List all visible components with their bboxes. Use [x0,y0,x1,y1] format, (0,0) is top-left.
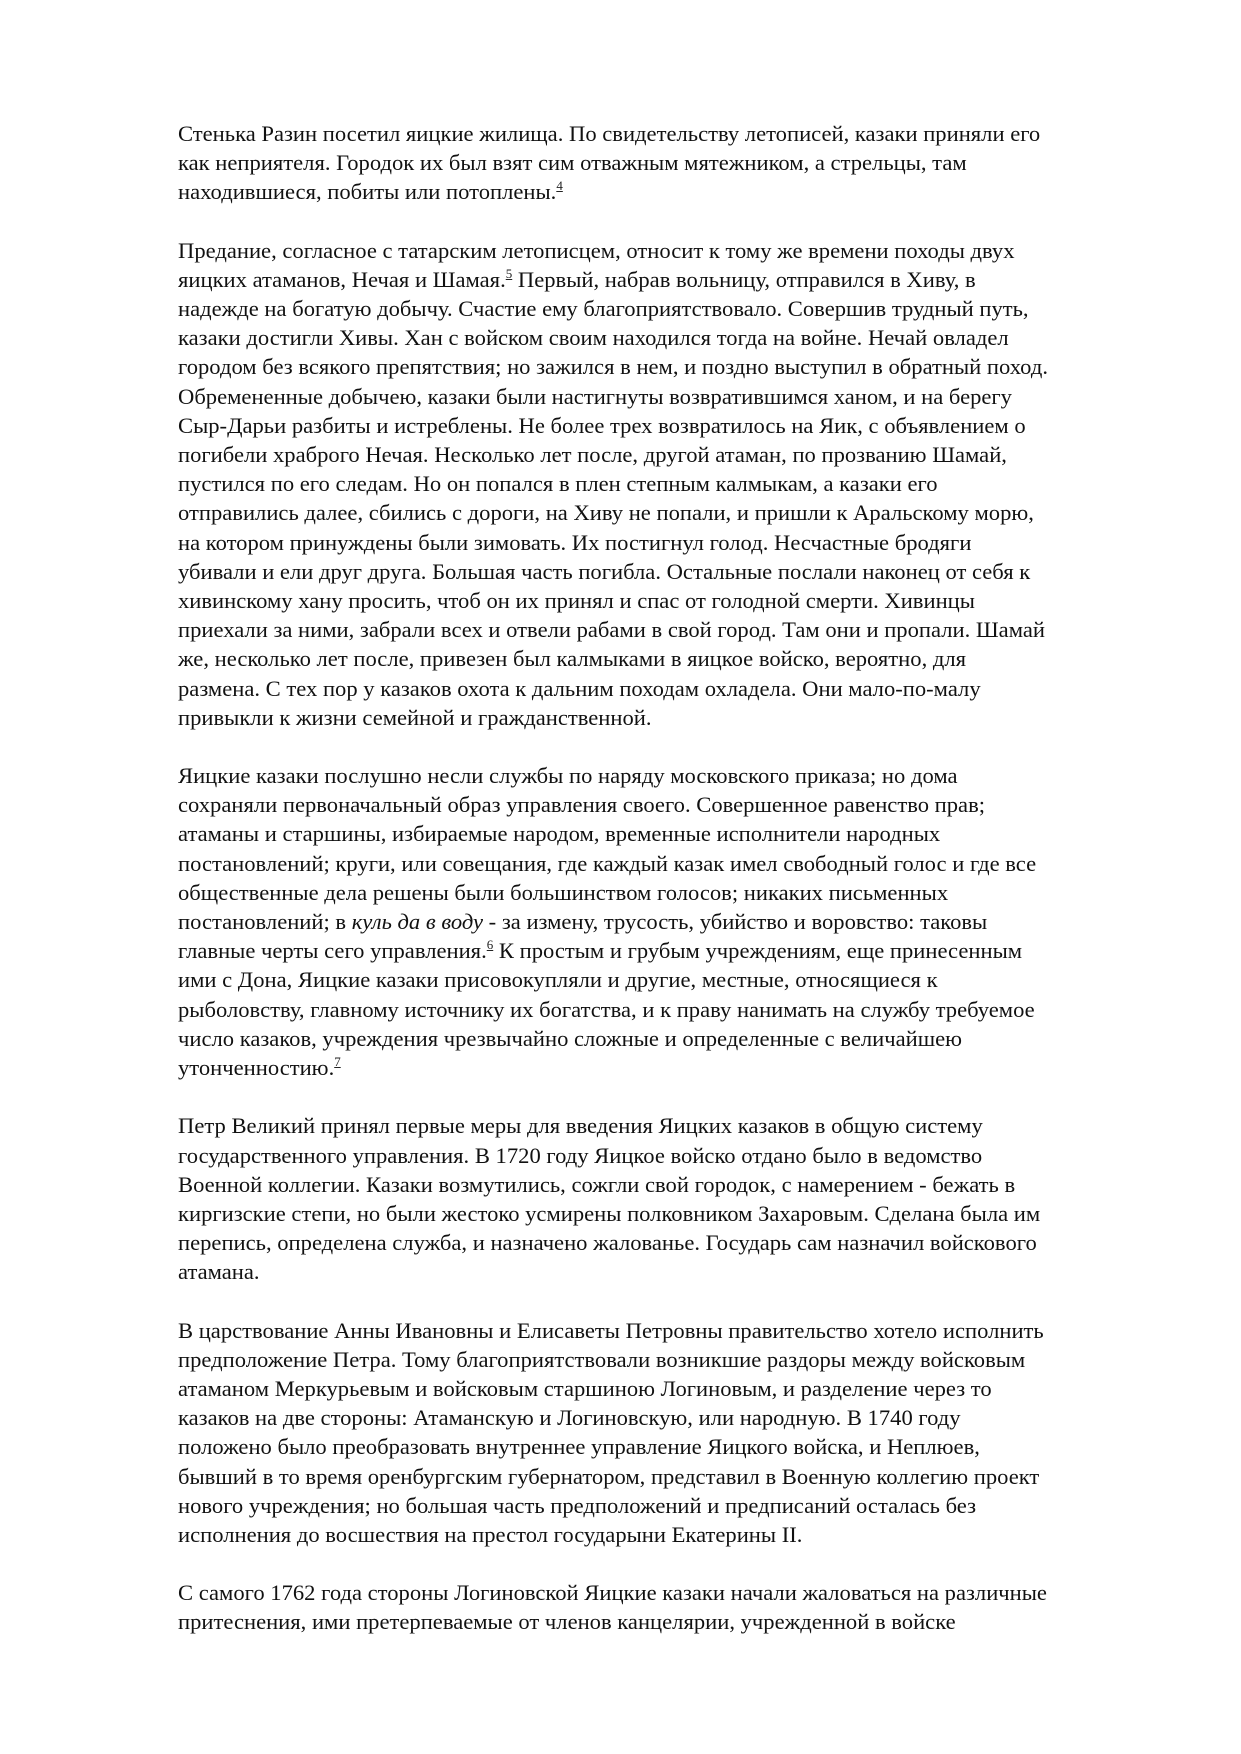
text-line [178,236,1188,265]
text-segment: казаков на две стороны: Атаманскую и Логиновскую, или народную. В 1740 году [178,1405,961,1431]
text-segment: привыкли к жизни семейной и гражданственной. [178,704,652,730]
text-segment: исполнения до восшествия на престол государыни Екатерины II. [178,1521,803,1547]
text-line [178,761,1188,790]
text-line [178,528,1188,557]
text-line [178,936,1188,965]
text-segment: С самого 1762 года стороны Логиновской Яицкие казаки начали жаловаться на различные [178,1580,1047,1606]
footnote-link[interactable]: 4 [556,178,563,194]
text-segment: перепись, определена служба, и назначено жалованье. Государь сам назначил войскового [178,1230,1037,1256]
text-segment: казаки достигли Хивы. Хан с войском своим находился тогда на войне. Нечай овладел [178,325,1009,351]
text-line [178,1053,1188,1082]
text-segment: же, несколько лет после, привезен был калмыками в яицкое войско, вероятно, для [178,646,967,672]
paragraph [178,1578,1188,1636]
text-line [178,557,1188,586]
text-line [178,440,1188,469]
text-segment: постановлений; в [178,909,352,935]
text-segment: Стенька Разин посетил яицкие жилища. По свидетельству летописей, казаки приняли его [178,121,1041,146]
text-segment: положено было преобразовать внутреннее управление Яицкого войска, и Неплюев, [178,1434,980,1460]
text-line [178,1607,1188,1636]
text-segment: - за измену, трусость, убийство и воровство: таковы [483,909,988,935]
text-line [178,469,1188,498]
text-segment: Петр Великий принял первые меры для введения Яицких казаков в общую систему [178,1113,983,1139]
text-line [178,790,1188,819]
text-segment: К простым и грубым учреждениям, еще принесенным [493,938,1023,964]
text-line [178,819,1188,848]
text-line [178,586,1188,615]
text-segment: яицких атаманов, Нечая и Шамая. [178,266,506,292]
text-segment: Предание, согласное с татарским летописцем, относит к тому же времени походы двух [178,237,1015,263]
text-segment: нового учреждения; но большая часть предположений и предписаний осталась без [178,1492,977,1518]
text-line [178,323,1188,352]
text-segment: находившиеся, побиты или потоплены. [178,179,557,205]
text-line [178,965,1188,994]
text-line [178,1170,1188,1199]
text-line [178,382,1188,411]
text-line [178,148,1188,177]
text-line [178,1403,1188,1432]
text-line [178,1228,1188,1257]
text-line [178,1462,1188,1491]
text-segment: атаманы и старшины, избираемые народом, временные исполнители народных [178,821,941,847]
text-line [178,849,1188,878]
text-line [178,265,1188,294]
text-line [178,644,1188,673]
text-line [178,294,1188,323]
text-segment: городом без всякого препятствия; но зажился в нем, и поздно выступил в обратный поход. [178,354,1048,380]
text-line [178,119,1188,148]
text-line [178,1578,1188,1607]
text-line [178,1316,1188,1345]
text-segment: рыболовству, главному источнику их богатства, и к праву нанимать на службу требуемое [178,996,1035,1022]
paragraph [178,761,1188,1082]
text-segment: Яицкие казаки послушно несли службы по наряду московского приказа; но дома [178,763,958,789]
text-segment: Военной коллегии. Казаки возмутились, сожгли свой городок, с намерением - бежать в [178,1171,1016,1197]
text-segment: атаманом Меркурьевым и войсковым старшиною Логиновым, и разделение через то [178,1375,992,1401]
text-segment: погибели храброго Нечая. Несколько лет после, другой атаман, по прозванию Шамай, [178,442,1007,468]
text-segment: В царствование Анны Ивановны и Елисаветы Петровны правительство хотело исполнить [178,1317,1044,1343]
text-segment: на котором принуждены были зимовать. Их постигнул голод. Несчастные бродяги [178,529,972,555]
text-segment: хивинскому хану просить, чтоб он их принял и спас от голодной смерти. Хивинцы [178,588,975,614]
text-line [178,1520,1188,1549]
text-segment: главные черты сего управления. [178,938,487,964]
footnote-link[interactable]: 6 [486,937,494,953]
text-line [178,1345,1188,1374]
text-line [178,878,1188,907]
text-segment: предположение Петра. Тому благоприятствовали возникшие раздоры между войсковым [178,1346,1026,1372]
text-segment: утонченностию. [178,1055,335,1081]
text-line [178,352,1188,381]
text-line [178,1199,1188,1228]
text-segment: отправились далее, сбились с дороги, на Хиву не попали, и пришли к Аральскому морю, [178,500,1034,526]
text-segment: киргизские степи, но были жестоко усмирены полковником Захаровым. Сделана была им [178,1200,1041,1226]
text-line [178,615,1188,644]
text-line [178,177,1188,206]
text-line [178,1432,1188,1461]
text-line [178,1141,1188,1170]
text-segment: приехали за ними, забрали всех и отвели рабами в свой город. Там они и пропали. Шамай [178,617,1045,643]
text-segment: размена. С тех пор у казаков охота к дальним походам охладела. Они мало-по-малу [178,675,981,701]
text-line [178,498,1188,527]
text-segment: как неприятеля. Городок их был взят сим отважным мятежником, а стрельцы, там [178,150,967,176]
text-line [178,1257,1188,1286]
paragraph [178,1316,1188,1550]
paragraph [178,1111,1188,1286]
text-segment: бывший в то время оренбургским губернатором, представил в Военную коллегию проект [178,1463,1040,1489]
text-line [178,1111,1188,1140]
text-segment: Обремененные добычею, казаки были настигнуты возвратившимся ханом, и на берегу [178,383,1012,409]
text-segment: Сыр-Дарьи разбиты и истреблены. Не более трех возвратилось на Яик, с объявлением о [178,412,1026,438]
paragraph [178,119,1188,207]
text-segment: Первый, набрав вольницу, отправился в Хиву, в [512,266,976,292]
text-line [178,1491,1188,1520]
text-segment: притеснения, ими претерпеваемые от членов канцелярии, учрежденной в войске [178,1609,956,1635]
text-segment: общественные дела решены были большинством голосов; никаких письменных [178,879,949,905]
emphasized-text: куль да в воду [351,909,484,935]
text-line [178,1024,1188,1053]
text-line [178,674,1188,703]
text-segment: число казаков, учреждения чрезвычайно сложные и определенные с величайшею [178,1025,963,1051]
text-line [178,1374,1188,1403]
footnote-link[interactable]: 5 [505,265,513,281]
text-line [178,907,1188,936]
text-segment: государственного управления. В 1720 году Яицкое войско отдано было в ведомство [178,1142,983,1168]
text-segment: надежде на богатую добычу. Счастие ему благоприятствовало. Совершив трудный путь, [178,296,1029,322]
text-segment: ими с Дона, Яицкие казаки присовокупляли и другие, местные, относящиеся к [178,967,938,993]
text-segment: сохраняли первоначальный образ управления своего. Совершенное равенство прав; [178,792,986,818]
text-line [178,703,1188,732]
text-line [178,411,1188,440]
text-line [178,995,1188,1024]
text-segment: постановлений; круги, или совещания, где каждый казак имел свободный голос и где все [178,850,1037,876]
text-segment: убивали и ели друг друга. Большая часть погибла. Остальные послали наконец от себя к [178,558,1031,584]
footnote-link[interactable]: 7 [334,1054,341,1070]
paragraph [178,236,1188,732]
document-page [178,119,1188,1666]
text-segment: пустился по его следам. Но он попался в плен степным калмыкам, а казаки его [178,471,938,497]
text-segment: атамана. [178,1259,260,1285]
